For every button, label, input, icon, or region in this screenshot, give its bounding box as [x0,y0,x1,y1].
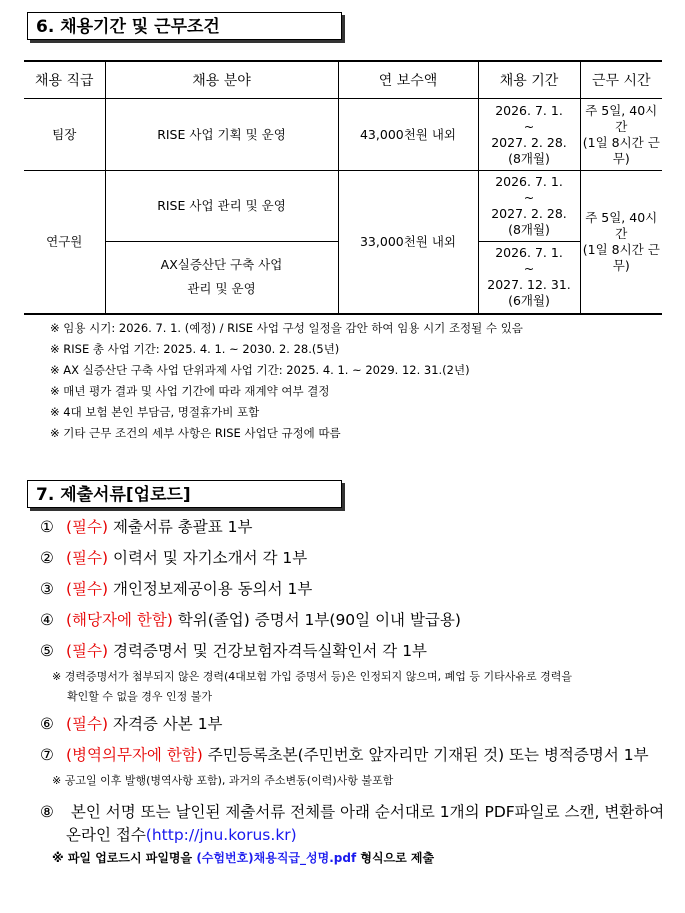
required-tag: (해당자에 한함) [66,611,173,629]
hours-cell: 주 5일, 40시간 (1일 8시간 근무) [580,99,662,171]
item-7-note: ※ 공고일 이후 발행(병역사항 포함), 과거의 주소변동(이력)사항 불포함 [52,774,394,787]
note: ※ AX 실증산단 구축 사업 단위과제 사업 기간: 2025. 4. 1. ~ 2029. 12. 31.(2년) [50,363,470,377]
salary-cell: 43,000천원 내외 [338,99,478,171]
filename-note: ※ 파일 업로드시 파일명을 (수험번호)채용직급_성명.pdf 형식으로 제출 [52,851,435,865]
header-period: 채용 기간 [478,61,580,99]
grade-cell: 연구원 [24,171,105,314]
header-salary: 연 보수액 [338,61,478,99]
table-row [24,171,662,242]
header-hours: 근무 시간 [580,61,662,99]
required-tag: (필수) [66,715,109,733]
item-5-note: ※ 경력증명서가 첨부되지 않은 경력(4대보험 가입 증명서 등)은 인정되지 않으며, 폐업 등 기타사유로 경력을 확인할 수 없을 경우 인정 불가 [52,670,573,703]
list-item: ③ (필수) 개인정보제공이용 동의서 1부 [40,580,313,598]
required-tag: (필수) [66,580,109,598]
list-item: ⑤ (필수) 경력증명서 및 건강보험자격득실확인서 각 1부 [40,642,428,660]
note: ※ 매년 평가 결과 및 사업 기간에 따라 재계약 여부 결정 [50,384,330,398]
period-cell: 2026. 7. 1. ~ 2027. 12. 31. (6개월) [478,242,580,314]
grade-cell: 팀장 [24,99,105,171]
employment-conditions-table [24,60,662,315]
list-item: ② (필수) 이력서 및 자기소개서 각 1부 [40,549,308,567]
section-6-title: 6. 채용기간 및 근무조건 [27,12,342,40]
list-item: ⑦ (병역의무자에 한함) 주민등록초본(주민번호 앞자리만 기재된 것) 또는 병적증명서 1부 [40,746,649,764]
list-item: ① (필수) 제출서류 총괄표 1부 [40,518,253,536]
required-tag: (필수) [66,642,109,660]
table-header-row [24,61,662,99]
list-item: ④ (해당자에 한함) 학위(졸업) 증명서 1부(90일 이내 발급용) [40,611,461,629]
list-item: ⑧ 본인 서명 또는 날인된 제출서류 전체를 아래 순서대로 1개의 PDF파일로 스캔, 변환하여 온라인 접수(http://jnu.korus.kr) [40,803,665,844]
section-7-title: 7. 제출서류[업로드] [27,480,342,508]
required-tag: (필수) [66,549,109,567]
apply-link[interactable]: (http://jnu.korus.kr) [145,826,297,844]
period-cell: 2026. 7. 1. ~ 2027. 2. 28. (8개월) [478,171,580,242]
note: ※ 임용 시기: 2026. 7. 1. (예정) / RISE 사업 구성 일정을 감안 하여 임용 시기 조정될 수 있음 [50,321,523,335]
field-cell: RISE 사업 기획 및 운영 [105,99,338,171]
note: ※ RISE 총 사업 기간: 2025. 4. 1. ~ 2030. 2. 28.(5년) [50,342,340,356]
note: ※ 기타 근무 조건의 세부 사항은 RISE 사업단 규정에 따름 [50,426,341,440]
salary-cell: 33,000천원 내외 [338,171,478,314]
field-cell: RISE 사업 관리 및 운영 [105,171,338,242]
document-list [40,516,680,866]
list-item: ⑥ (필수) 자격증 사본 1부 [40,715,223,733]
required-tag: (필수) [66,518,109,536]
required-tag: (병역의무자에 한함) [66,746,203,764]
header-field: 채용 분야 [105,61,338,99]
period-cell: 2026. 7. 1. ~ 2027. 2. 28. (8개월) [478,99,580,171]
hours-cell: 주 5일, 40시간 (1일 8시간 근무) [580,171,662,314]
header-grade: 채용 직급 [24,61,105,99]
table-row [24,99,662,171]
field-cell: AX실증산단 구축 사업 관리 및 운영 [105,242,338,314]
section-6-notes [50,318,523,444]
note: ※ 4대 보험 본인 부담금, 명절휴가비 포함 [50,405,260,419]
